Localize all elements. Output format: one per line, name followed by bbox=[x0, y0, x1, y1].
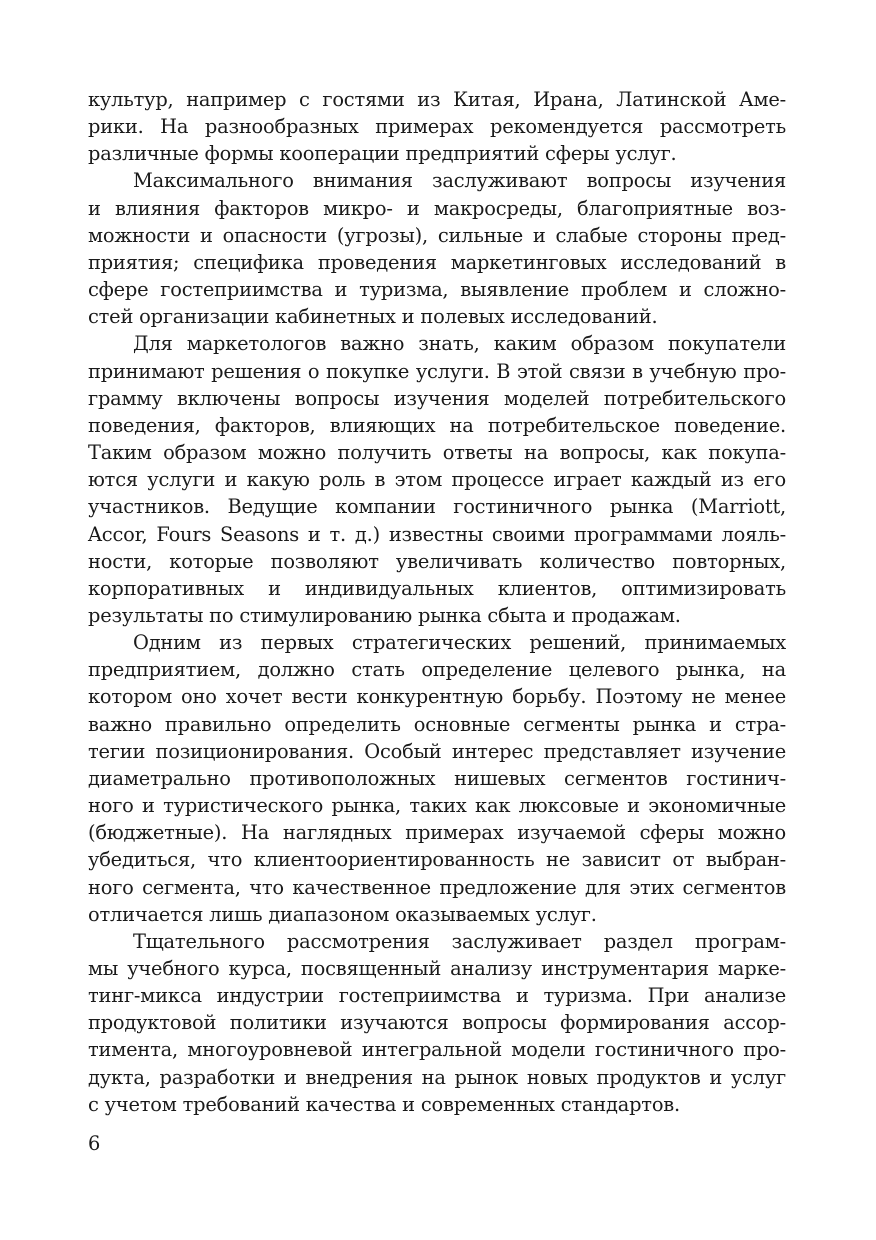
text-line: ного и туристического рынка, таких как люксовые и экономичные bbox=[88, 794, 786, 818]
text-line: убедиться, что клиентоориентированность не зависит от выбран- bbox=[88, 848, 786, 872]
paragraph bbox=[88, 629, 786, 928]
text-line: участников. Ведущие компании гостиничного рынка (Marriott, bbox=[88, 495, 786, 519]
text-line: приятия; специфика проведения маркетинговых исследований в bbox=[88, 250, 786, 274]
paragraph bbox=[88, 86, 786, 167]
text-line: Таким образом можно получить ответы на вопросы, как покупа- bbox=[88, 441, 786, 465]
text-line: Максимального внимания заслуживают вопросы изучения bbox=[133, 169, 786, 193]
text-line: поведения, факторов, влияющих на потребительское поведение. bbox=[88, 413, 786, 437]
text-line: результаты по стимулированию рынка сбыта и продажам. bbox=[88, 603, 681, 627]
text-line: котором оно хочет вести конкурентную борьбу. Поэтому не менее bbox=[88, 685, 786, 709]
text-line: и влияния факторов микро- и макросреды, благоприятные воз- bbox=[88, 196, 786, 220]
text-line: корпоративных и индивидуальных клиентов, оптимизировать bbox=[88, 576, 786, 600]
text-line: с учетом требований качества и современных стандартов. bbox=[88, 1092, 680, 1116]
text-line: ются услуги и какую роль в этом процессе играет каждый из его bbox=[88, 468, 786, 492]
text-line: грамму включены вопросы изучения моделей потребительского bbox=[88, 386, 786, 410]
text-line: тинг-микса индустрии гостеприимства и туризма. При анализе bbox=[88, 984, 786, 1008]
text-line: тимента, многоуровневой интегральной модели гостиничного про- bbox=[88, 1038, 786, 1062]
text-line: Одним из первых стратегических решений, принимаемых bbox=[133, 631, 786, 655]
text-line: важно правильно определить основные сегменты рынка и стра- bbox=[88, 712, 786, 736]
text-line: Тщательного рассмотрения заслуживает раздел програм- bbox=[133, 929, 786, 953]
text-line: дукта, разработки и внедрения на рынок новых продуктов и услуг bbox=[88, 1065, 786, 1089]
text-line: отличается лишь диапазоном оказываемых услуг. bbox=[88, 902, 597, 926]
text-line: диаметрально противоположных нишевых сегментов гостинич- bbox=[88, 766, 786, 790]
text-line: Для маркетологов важно знать, каким образом покупатели bbox=[133, 332, 786, 356]
text-line: Accor, Fours Seasons и т. д.) известны своими программами лояль- bbox=[88, 522, 786, 546]
text-line: принимают решения о покупке услуги. В этой связи в учебную про- bbox=[88, 359, 786, 383]
text-line: можности и опасности (угрозы), сильные и слабые стороны пред- bbox=[88, 223, 786, 247]
paragraph bbox=[88, 928, 786, 1118]
page-body bbox=[88, 86, 786, 1118]
page-number: 6 bbox=[88, 1132, 101, 1155]
text-line: продуктовой политики изучаются вопросы формирования ассор- bbox=[88, 1011, 786, 1035]
text-line: ности, которые позволяют увеличивать количество повторных, bbox=[88, 549, 786, 573]
paragraph bbox=[88, 330, 786, 629]
text-line: рики. На разнообразных примерах рекомендуется рассмотреть bbox=[88, 115, 786, 139]
text-line: стей организации кабинетных и полевых исследований. bbox=[88, 305, 658, 329]
paragraph bbox=[88, 167, 786, 330]
text-line: культур, например с гостями из Китая, Ирана, Латинской Аме- bbox=[88, 88, 786, 111]
text-line: различные формы кооперации предприятий сферы услуг. bbox=[88, 142, 677, 166]
text-line: (бюджетные). На наглядных примерах изучаемой сферы можно bbox=[88, 821, 786, 845]
text-line: предприятием, должно стать определение целевого рынка, на bbox=[88, 658, 786, 682]
text-line: ного сегмента, что качественное предложение для этих сегментов bbox=[88, 875, 786, 899]
text-line: тегии позиционирования. Особый интерес представляет изучение bbox=[88, 739, 786, 763]
text-line: мы учебного курса, посвященный анализу инструментария марке- bbox=[88, 957, 786, 980]
text-line: сфере гостеприимства и туризма, выявление проблем и сложно- bbox=[88, 278, 786, 302]
